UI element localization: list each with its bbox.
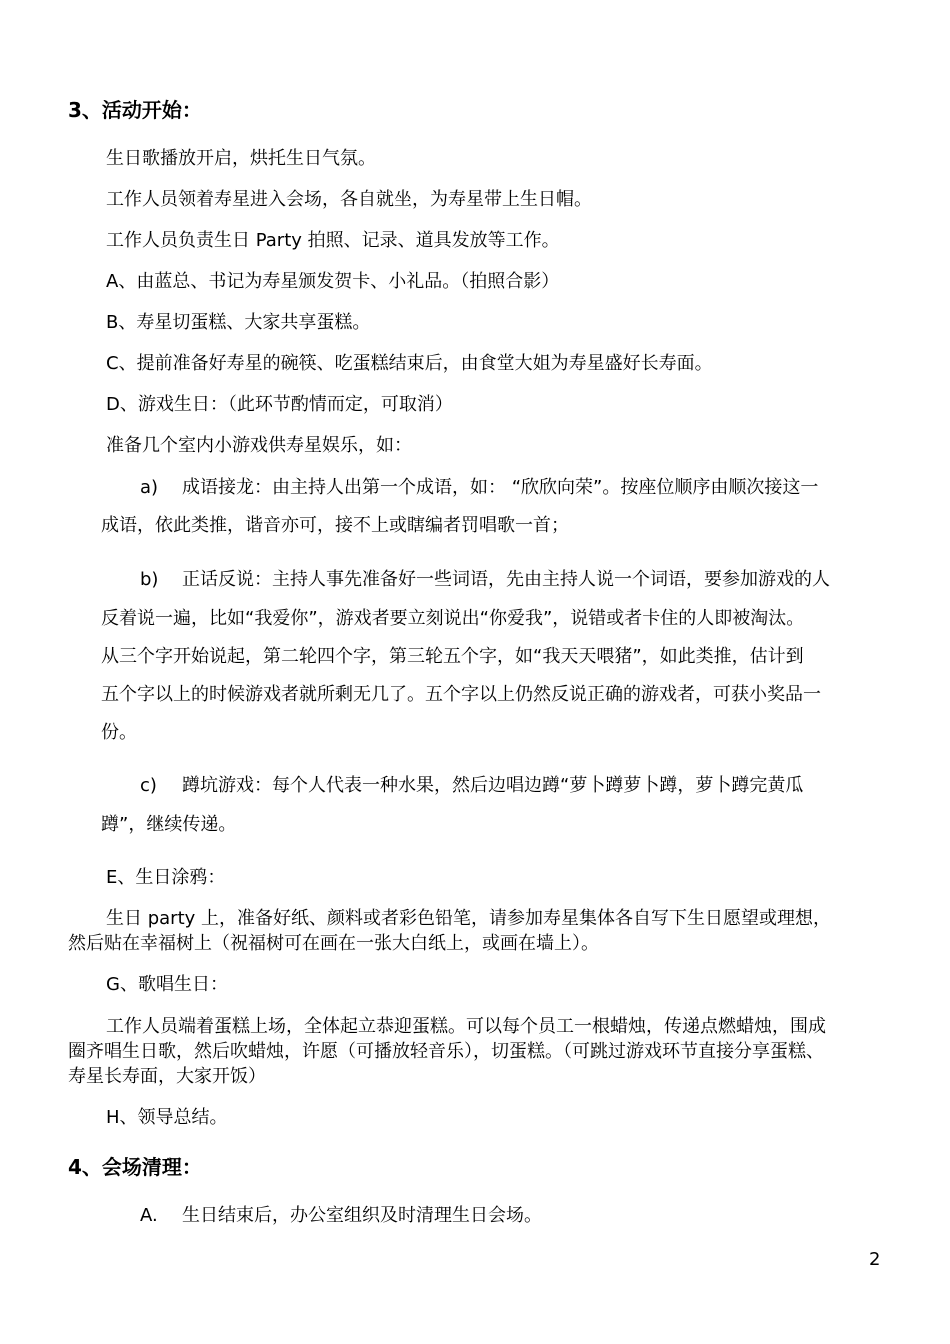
game-line: 蹲坑游戏：每个人代表一种水果，然后边唱边蹲“萝卜蹲萝卜蹲，萝卜蹲完黄瓜 [182,775,804,796]
item-c: C、提前准备好寿星的碗筷、吃蛋糕结束后，由食堂大姐为寿星盛好长寿面。 [106,353,713,374]
games-intro: 准备几个室内小游戏供寿星娱乐，如： [106,435,412,456]
intro-line: 生日歌播放开启，烘托生日气氛。 [106,148,376,169]
page-number: 2 [869,1249,881,1270]
game-marker: a) [140,477,159,498]
cleanup-item: 生日结束后，办公室组织及时清理生日会场。 [182,1205,542,1226]
item-e-line: 生日 party 上，准备好纸、颜料或者彩色铅笔，请参加寿星集体各自写下生日愿望或理想， [106,908,832,929]
item-b: B、寿星切蛋糕、大家共享蛋糕。 [106,312,371,333]
item-e-title: E、生日涂鸦： [106,867,226,888]
game-line: 五个字以上的时候游戏者就所剩无几了。五个字以上仍然反说正确的游戏者，可获小奖品一 [101,684,821,705]
intro-line: 工作人员负责生日 Party 拍照、记录、道具发放等工作。 [106,230,560,251]
game-line: 从三个字开始说起，第二轮四个字，第三轮五个字，如“我天天喂猪”，如此类推，估计到 [101,646,804,667]
game-marker: b) [140,569,159,590]
item-g-line: 寿星长寿面，大家开饭） [68,1066,266,1087]
game-line: 成语接龙：由主持人出第一个成语，如： “欣欣向荣”。按座位顺序由顺次接这一 [182,477,819,498]
game-line: 份。 [101,722,137,743]
cleanup-marker: A. [140,1205,158,1226]
item-a: A、由蓝总、书记为寿星颁发贺卡、小礼品。（拍照合影） [106,271,560,292]
game-line: 蹲”，继续传递。 [101,814,237,835]
item-g-line: 工作人员端着蛋糕上场，全体起立恭迎蛋糕。可以每个员工一根蜡烛，传递点燃蜡烛，围成 [106,1016,826,1037]
item-h-title: H、领导总结。 [106,1107,228,1128]
game-line: 反着说一遍，比如“我爱你”，游戏者要立刻说出“你爱我”，说错或者卡住的人即被淘汰。 [101,608,805,629]
item-d: D、游戏生日：（此环节酌情而定，可取消） [106,394,453,415]
section-3-heading: 3、活动开始： [68,98,202,122]
item-g-line: 圈齐唱生日歌，然后吹蜡烛，许愿（可播放轻音乐），切蛋糕。（可跳过游戏环节直接分享蛋糕、 [68,1041,824,1062]
game-marker: c) [140,775,157,796]
item-g-title: G、歌唱生日： [106,974,228,995]
intro-line: 工作人员领着寿星进入会场，各自就坐，为寿星带上生日帽。 [106,189,592,210]
game-line: 正话反说：主持人事先准备好一些词语，先由主持人说一个词语，要参加游戏的人 [182,569,830,590]
item-e-line: 然后贴在幸福树上（祝福树可在画在一张大白纸上，或画在墙上）。 [68,933,599,954]
game-line: 成语，依此类推，谐音亦可，接不上或瞎编者罚唱歌一首； [101,515,569,536]
section-4-heading: 4、会场清理： [68,1155,202,1179]
